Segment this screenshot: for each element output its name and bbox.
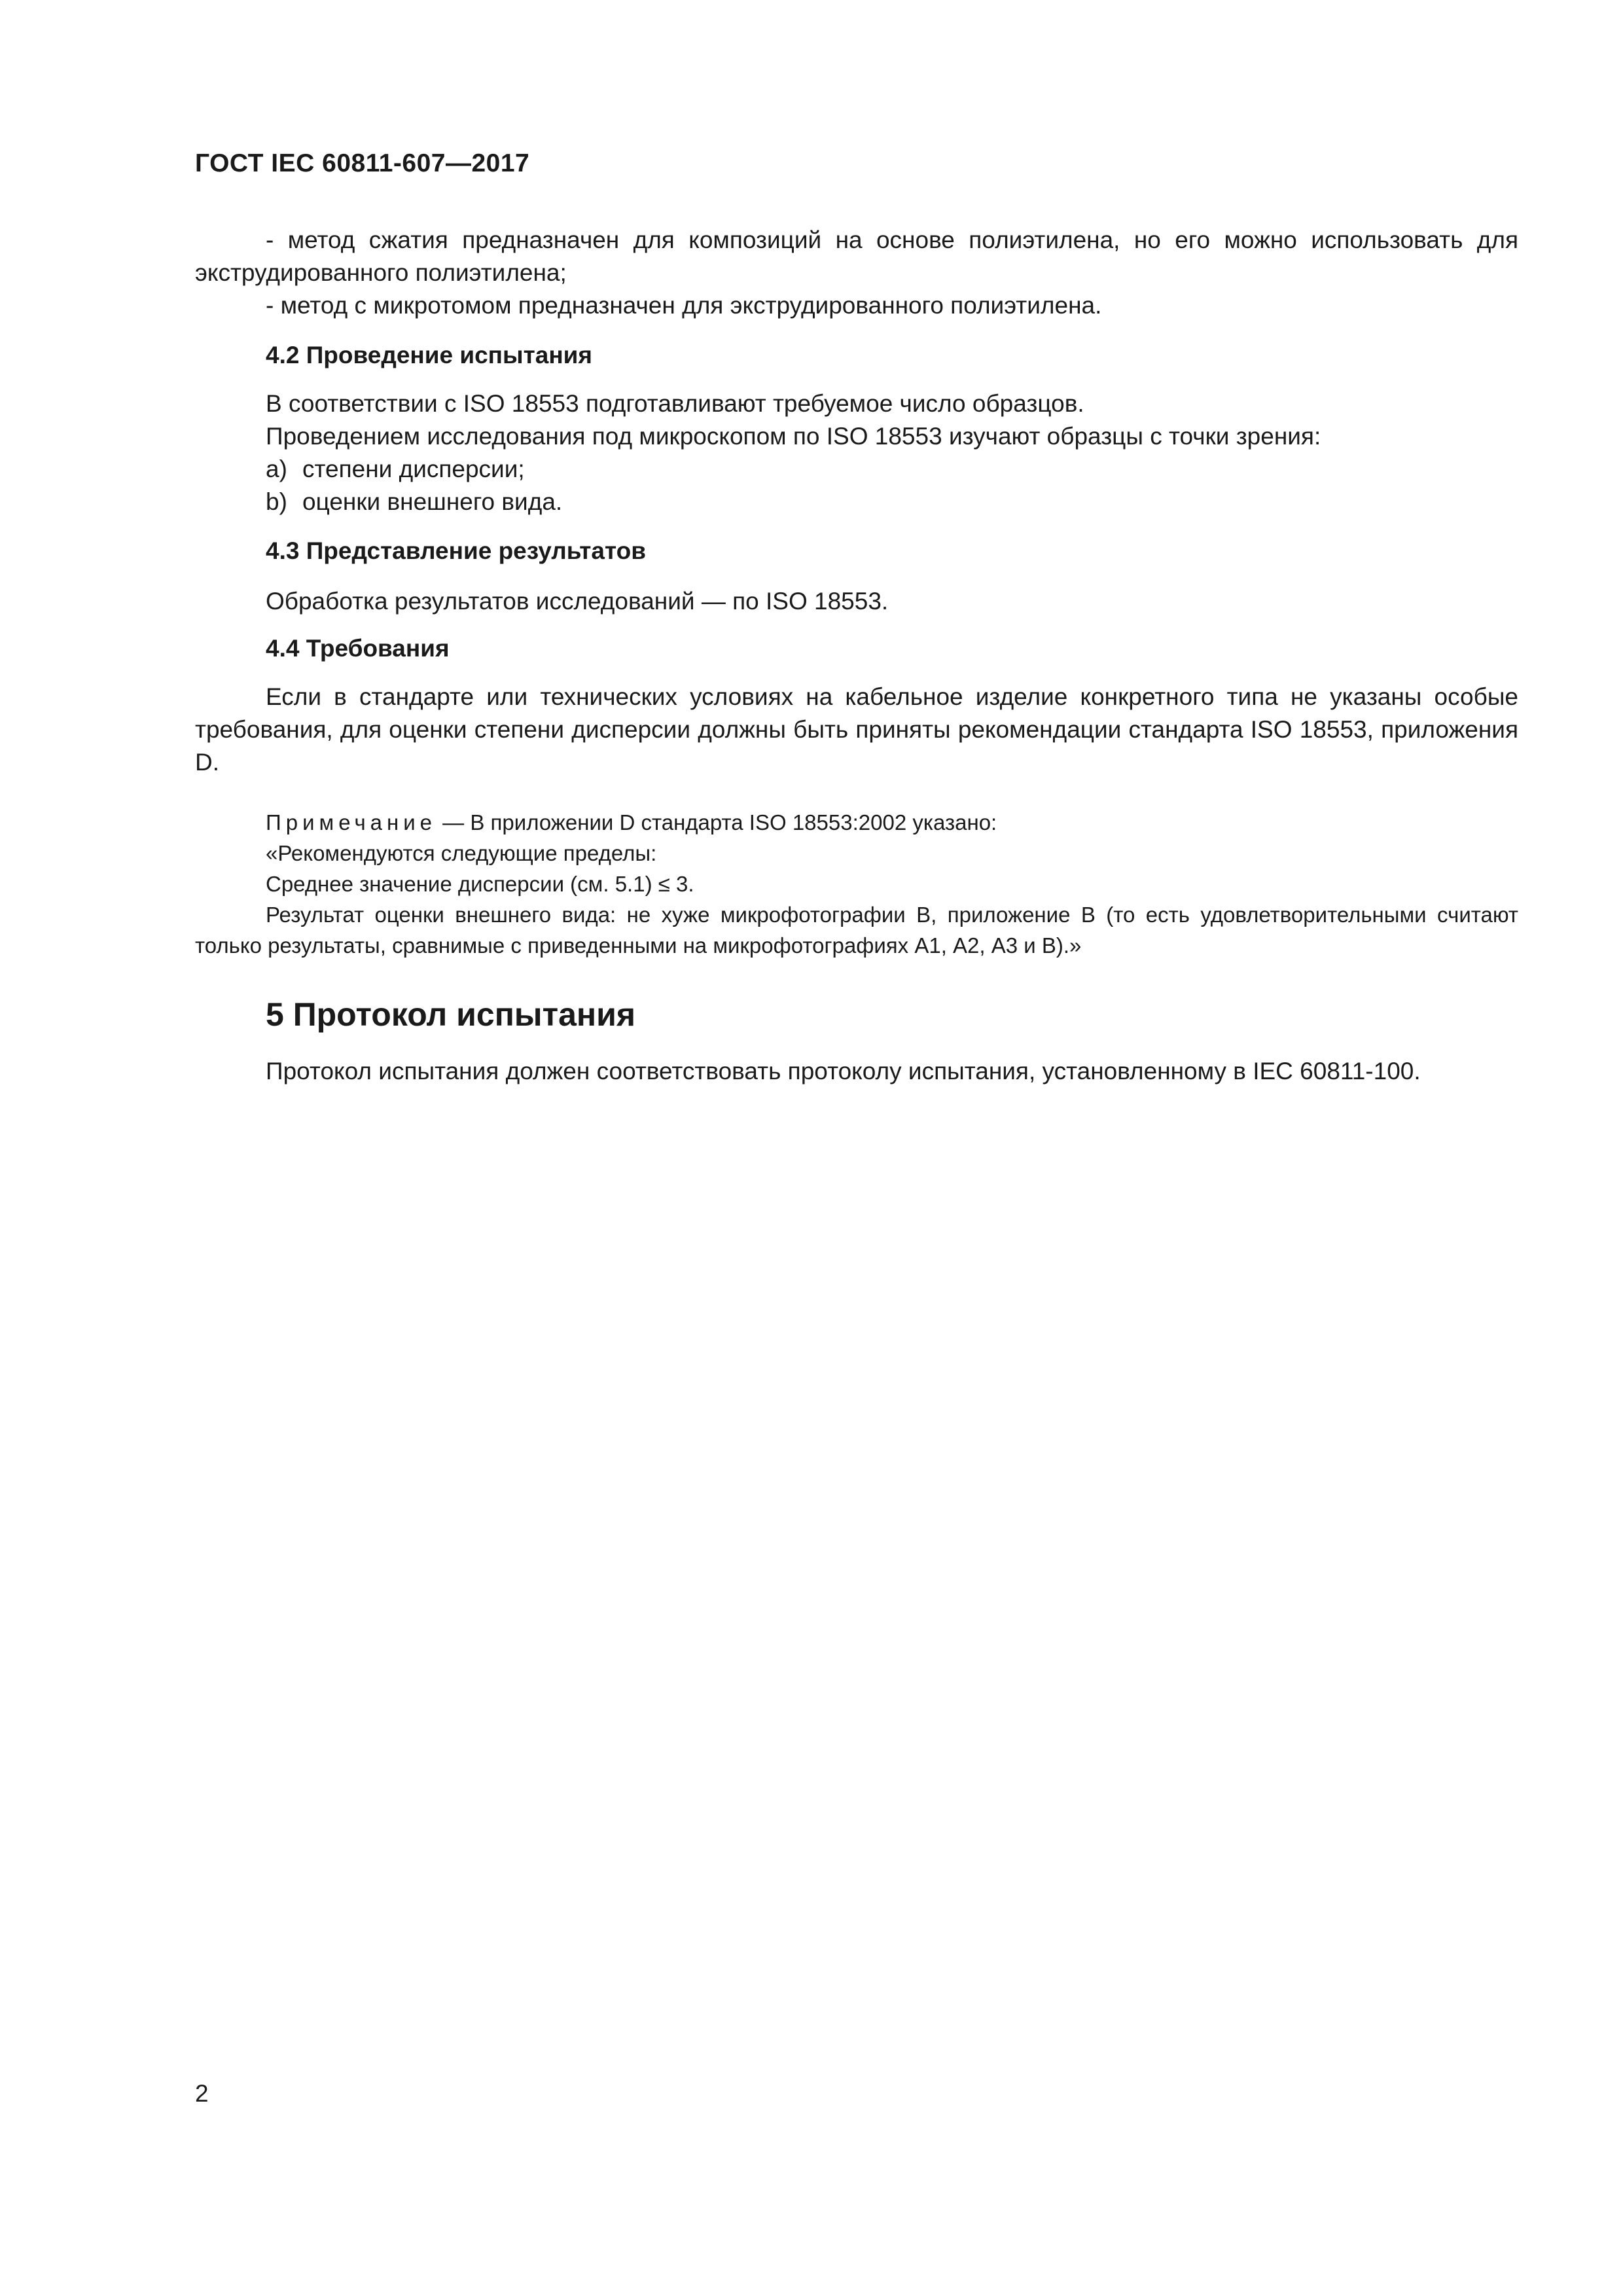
- section-4-4: [195, 632, 1518, 665]
- section-4-4-heading: 4.4 Требования: [266, 635, 450, 662]
- list-marker: b): [266, 488, 287, 515]
- section-4-4-body: [195, 681, 1518, 779]
- page-number: 2: [195, 2080, 209, 2107]
- list-item-text: степени дисперсии;: [302, 456, 525, 482]
- section-4-2: [195, 339, 1518, 372]
- section-4-2-para-2: Проведением исследования под микроскопом по ISO 18553 изучают образцы с точки зрения:: [266, 423, 1321, 450]
- note-line-3: Результат оценки внешнего вида: не хуже микрофотографии В, приложение В (то есть удовлетворительными считают только результаты, сравнимые с приведенными на микрофотографиях А1, А2, А3 и В).»: [195, 903, 1518, 958]
- section-4-2-para-1: В соответствии с ISO 18553 подготавливают требуемое число образцов.: [266, 390, 1084, 417]
- section-4-3-para-1: Обработка результатов исследований — по ISO 18553.: [266, 588, 889, 615]
- note-label: Примечание: [266, 810, 437, 834]
- list-item-text: оценки внешнего вида.: [302, 488, 563, 515]
- section-5-para-1: Протокол испытания должен соответствовать протоколу испытания, установленному в IEC 60811-100.: [266, 1058, 1421, 1085]
- intro-line-1: - метод сжатия предназначен для композиций на основе полиэтилена, но его можно использовать для экструдированного полиэтилена;: [195, 226, 1518, 286]
- note-line-2: Среднее значение дисперсии (см. 5.1) ≤ 3.: [266, 872, 694, 896]
- note-lead: — В приложении D стандарта ISO 18553:2002 указано:: [437, 810, 997, 834]
- note-lead-line: [195, 807, 1518, 838]
- section-5-body: [195, 1055, 1518, 1088]
- document-header: ГОСТ IEC 60811-607—2017: [195, 149, 530, 177]
- note-line-1: «Рекомендуются следующие пределы:: [266, 841, 657, 865]
- intro-line-2: - метод с микротомом предназначен для экструдированного полиэтилена.: [266, 292, 1102, 319]
- note-block: [195, 807, 1518, 961]
- section-4-4-para-1: Если в стандарте или технических условиях на кабельное изделие конкретного типа не указаны особые требования, для оценки степени дисперсии должны быть приняты рекомендации стандарта ISO 18553, приложения D.: [195, 683, 1518, 776]
- section-4-3-body: [195, 585, 1518, 618]
- section-4-2-heading: 4.2 Проведение испытания: [266, 342, 593, 368]
- list-marker: a): [266, 456, 287, 482]
- section-4-2-body: [195, 387, 1518, 518]
- section-5: [195, 995, 1518, 1034]
- list-item: [195, 453, 1518, 486]
- section-4-3: [195, 535, 1518, 567]
- section-4-3-heading: 4.3 Представление результатов: [266, 537, 646, 564]
- intro-block: [195, 224, 1518, 322]
- list-item: [195, 486, 1518, 518]
- section-5-heading: 5 Протокол испытания: [266, 996, 636, 1033]
